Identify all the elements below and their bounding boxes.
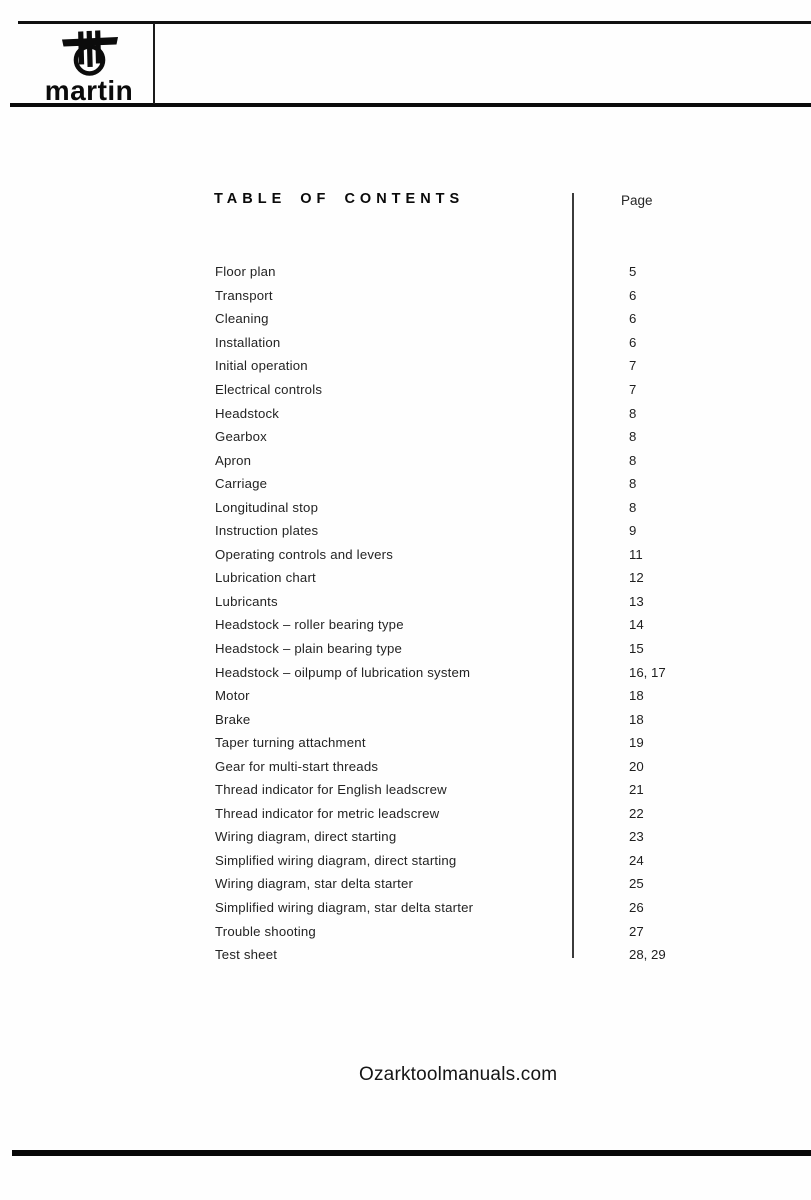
page-column-label: Page: [621, 193, 653, 208]
toc-entry-label: Thread indicator for metric leadscrew: [215, 805, 440, 821]
toc-row: [215, 425, 715, 449]
toc-entry-label: Simplified wiring diagram, star delta starter: [215, 900, 474, 916]
toc-entry-label: Thread indicator for English leadscrew: [215, 782, 447, 798]
toc-entry-page: 14: [629, 617, 644, 633]
toc-row: [215, 448, 715, 472]
toc-row: [215, 519, 715, 543]
toc-row: [215, 637, 715, 661]
toc-row: [215, 754, 715, 778]
toc-row: [215, 849, 715, 873]
toc-entry-page: 13: [629, 593, 644, 609]
toc-entry-page: 22: [629, 805, 644, 821]
toc-entry-label: Motor: [215, 688, 250, 704]
toc-entry-page: 8: [629, 499, 637, 515]
toc-row: [215, 354, 715, 378]
toc-entry-page: 27: [629, 923, 644, 939]
toc-row: [215, 260, 715, 284]
toc-row: [215, 307, 715, 331]
toc-entry-page: 5: [629, 264, 637, 280]
toc-row: [215, 543, 715, 567]
toc-entry-label: Test sheet: [215, 947, 278, 963]
toc-row: [215, 472, 715, 496]
toc-row: [215, 707, 715, 731]
toc-entry-page: 6: [629, 334, 637, 350]
toc-entry-label: Simplified wiring diagram, direct starting: [215, 852, 457, 868]
toc-entry-label: Operating controls and levers: [215, 546, 394, 562]
toc-entry-page: 7: [629, 358, 637, 374]
toc-entry-page: 24: [629, 852, 644, 868]
toc-entry-label: Lubricants: [215, 593, 278, 609]
toc-entry-label: Taper turning attachment: [215, 735, 366, 751]
toc-entry-label: Gear for multi-start threads: [215, 758, 379, 774]
toc-entry-page: 15: [629, 641, 644, 657]
toc-entry-label: Instruction plates: [215, 523, 319, 539]
toc-entry-page: 16, 17: [629, 664, 666, 680]
toc-entry-page: 28, 29: [629, 947, 666, 963]
toc-entry-label: Longitudinal stop: [215, 499, 319, 515]
toc-row: [215, 660, 715, 684]
toc-row: [215, 684, 715, 708]
toc-entry-label: Carriage: [215, 476, 268, 492]
toc-entry-label: Headstock – roller bearing type: [215, 617, 404, 633]
toc-entry-label: Apron: [215, 452, 252, 468]
toc-entry-page: 9: [629, 523, 637, 539]
toc-row: [215, 401, 715, 425]
toc-entry-page: 8: [629, 476, 637, 492]
toc-entry-label: Trouble shooting: [215, 923, 316, 939]
toc-entry-page: 8: [629, 405, 637, 421]
toc-entry-label: Floor plan: [215, 264, 276, 280]
toc-entry-label: Gearbox: [215, 429, 267, 445]
toc-row: [215, 613, 715, 637]
toc-row: [215, 284, 715, 308]
toc-entry-label: Installation: [215, 334, 281, 350]
toc-entry-label: Wiring diagram, star delta starter: [215, 876, 414, 892]
toc-row: [215, 378, 715, 402]
toc-entry-label: Headstock – plain bearing type: [215, 641, 403, 657]
toc-entry-label: Headstock: [215, 405, 280, 421]
toc-row: [215, 566, 715, 590]
toc-entry-label: Headstock – oilpump of lubrication system: [215, 664, 471, 680]
toc-entry-page: 6: [629, 287, 637, 303]
toc-row: [215, 896, 715, 920]
toc-row: [215, 872, 715, 896]
page-bottom-rule: [12, 1150, 811, 1156]
toc-entry-label: Transport: [215, 287, 273, 303]
toc-title: TABLE OF CONTENTS: [214, 191, 465, 207]
toc-row: [215, 802, 715, 826]
toc-row: [215, 331, 715, 355]
toc-entry-page: 11: [629, 546, 643, 562]
toc-entry-label: Cleaning: [215, 311, 269, 327]
toc-row: [215, 919, 715, 943]
toc-entry-page: 12: [629, 570, 644, 586]
toc-entry-page: 21: [629, 782, 644, 798]
toc-entry-page: 19: [629, 735, 644, 751]
toc-entry-page: 25: [629, 876, 644, 892]
toc-entry-page: 18: [629, 688, 644, 704]
toc-entry-page: 7: [629, 382, 637, 397]
toc-row: [215, 590, 715, 614]
toc-entry-label: Wiring diagram, direct starting: [215, 829, 397, 845]
toc-entry-page: 18: [629, 711, 644, 727]
brand-name: martin: [44, 75, 134, 106]
toc-row: [215, 731, 715, 755]
martin-emblem-icon: [34, 27, 144, 76]
watermark-text: Ozarktoolmanuals.com: [359, 1064, 558, 1085]
toc-row: [215, 778, 715, 802]
toc-entry-list: [215, 260, 715, 966]
header-vertical-divider: [153, 23, 155, 104]
toc-row: [215, 825, 715, 849]
toc-row: [215, 495, 715, 519]
toc-entry-page: 8: [629, 429, 637, 445]
brand-logo: [33, 27, 145, 105]
toc-entry-page: 8: [629, 452, 637, 468]
toc-entry-label: Lubrication chart: [215, 570, 316, 586]
toc-entry-label: Electrical controls: [215, 382, 323, 397]
toc-entry-page: 26: [629, 900, 644, 916]
toc-entry-page: 6: [629, 311, 637, 327]
toc-entry-label: Brake: [215, 711, 251, 727]
toc-entry-label: Initial operation: [215, 358, 308, 374]
header-top-rule: [18, 21, 811, 24]
toc-entry-page: 23: [629, 829, 644, 845]
toc-row: [215, 943, 715, 967]
toc-entry-page: 20: [629, 758, 644, 774]
